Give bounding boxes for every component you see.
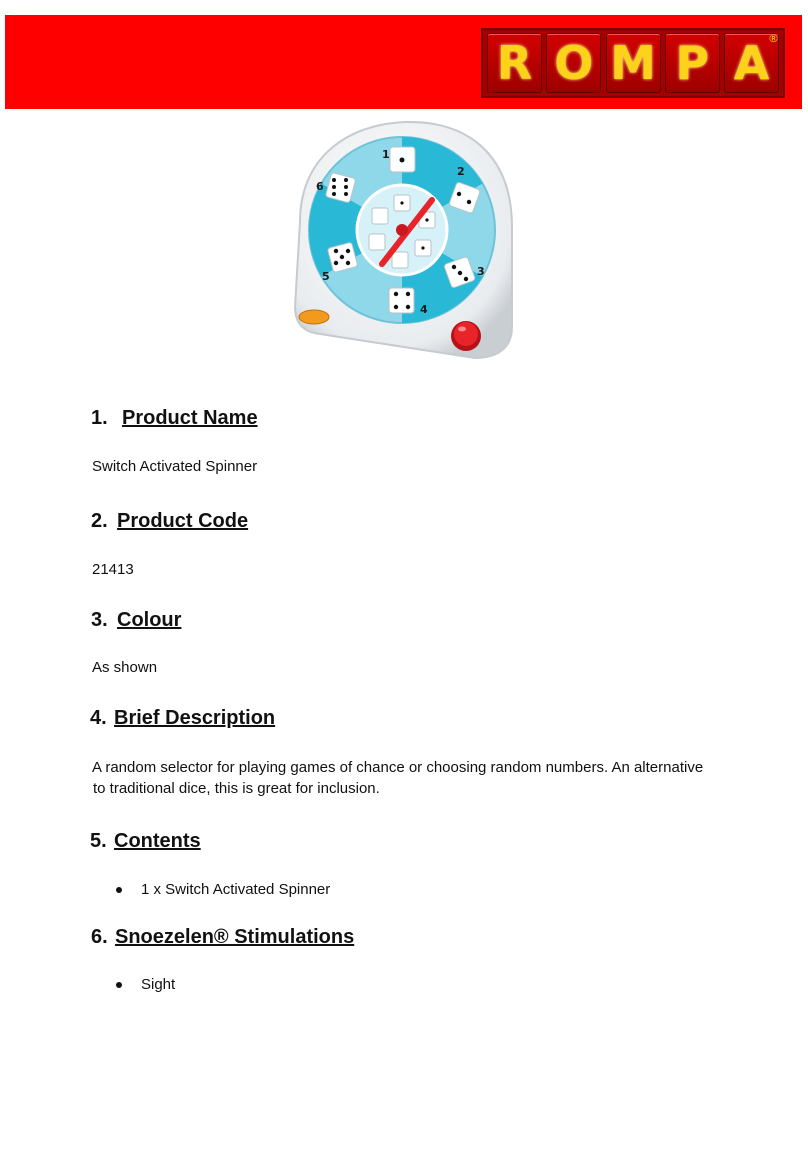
dial-number: 6: [316, 180, 324, 193]
section-number: 5.: [90, 830, 107, 852]
section-heading-snoezelen-stimulations: [91, 926, 354, 949]
product-photo: [280, 112, 540, 374]
section-title: Contents: [114, 830, 201, 852]
dial-number: 2: [457, 165, 465, 178]
dial-number: 4: [420, 303, 428, 316]
section-title: Brief Description: [114, 707, 276, 729]
product-name-value: Switch Activated Spinner: [92, 458, 258, 475]
description-line: to traditional dice, this is great for inclusion.: [93, 780, 380, 797]
dial-number: 1: [382, 148, 390, 161]
logo-letter: O: [546, 33, 601, 93]
section-title: Colour: [117, 609, 182, 631]
rompa-logo: [481, 28, 785, 98]
section-heading-product-name: [91, 407, 258, 430]
registered-mark: ®: [768, 32, 779, 45]
list-item-text: Sight: [141, 976, 176, 993]
section-number: 4.: [90, 707, 107, 729]
logo-letter: A: [724, 33, 779, 93]
section-number: 1.: [91, 407, 108, 429]
logo-letter: R: [487, 33, 542, 93]
bullet-dot: [116, 982, 122, 988]
dial-number: 5: [322, 270, 330, 283]
section-number: 2.: [91, 510, 108, 532]
section-title: Product Name: [122, 407, 258, 429]
dial-number: 3: [477, 265, 485, 278]
section-heading-colour: [91, 609, 181, 632]
bullet-dot: [116, 887, 122, 893]
colour-value: As shown: [92, 659, 158, 676]
description-line: A random selector for playing games of chance or choosing random numbers. An alternative: [92, 759, 704, 776]
section-number: 3.: [91, 609, 108, 631]
section-title: Snoezelen® Stimulations: [115, 926, 355, 948]
list-item-text: 1 x Switch Activated Spinner: [141, 881, 331, 898]
section-heading-brief-description: [90, 707, 275, 730]
section-number: 6.: [91, 926, 108, 948]
section-heading-product-code: [91, 510, 248, 533]
product-code-value: 21413: [92, 561, 134, 578]
logo-letter: P: [665, 33, 720, 93]
logo-letter: M: [606, 33, 661, 93]
section-title: Product Code: [117, 510, 249, 532]
section-heading-contents: [90, 830, 201, 853]
